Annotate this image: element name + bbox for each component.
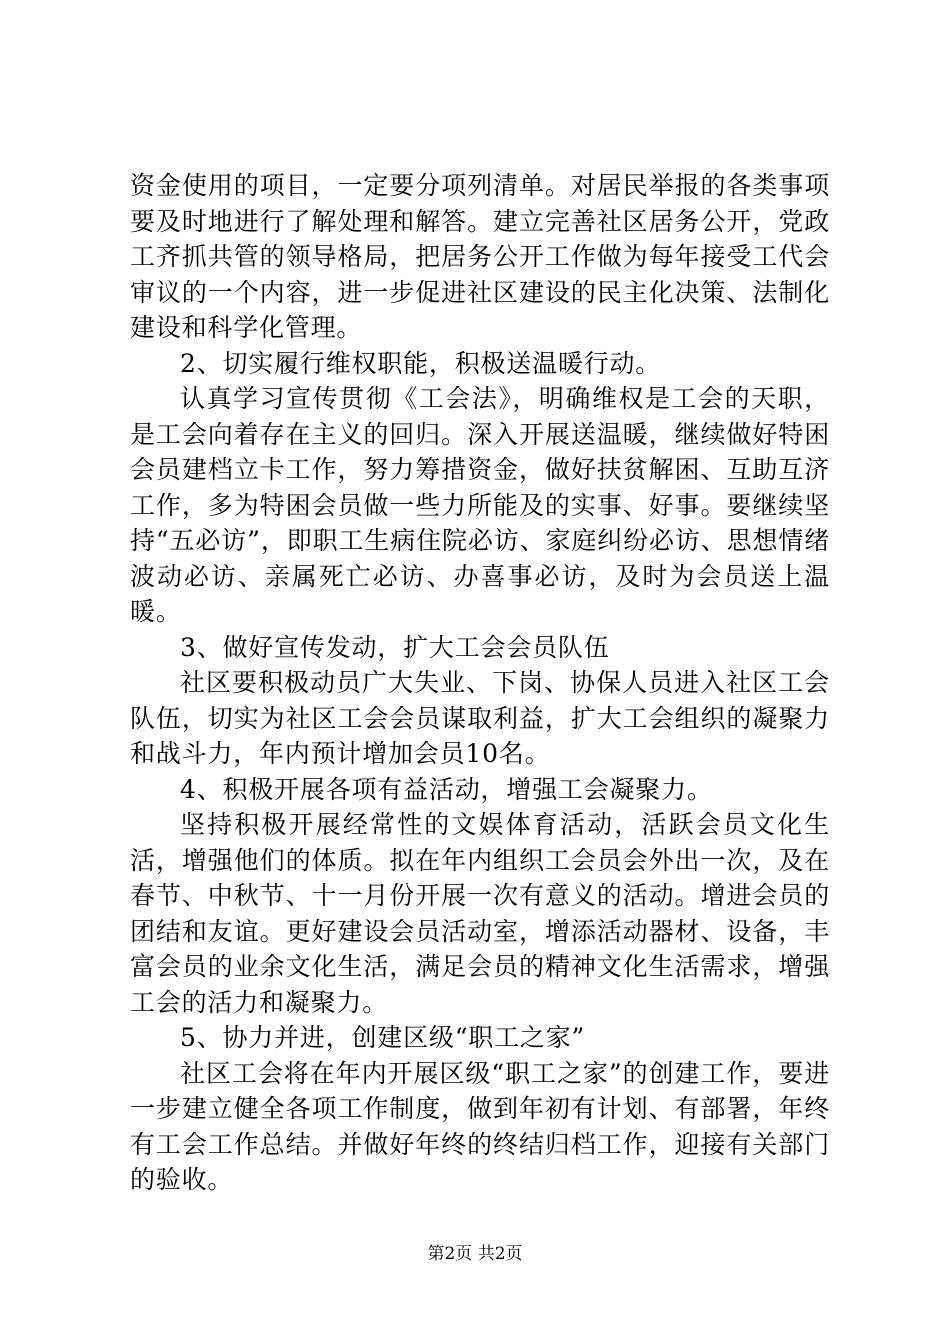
section-heading-2: 2、切实履行维权职能，积极送温暖行动。 [180, 348, 662, 378]
paragraph-3: 认真学习宣传贯彻《工会法》，明确维权是工会的天职，是工会向着存在主义的回归。深入开展送温暖，继续做好特困会员建档立卡工作，努力筹措资金，做好扶贫解困、互助互济工作，多为特困会员做一些力所能及的实事、好事。要继续坚持“五必访”，即职工生病住院必访、家庭纠纷必访、思想情绪波动必访、亲属死亡必访、办喜事必访，及时为会员送上温暖。 [130, 384, 830, 626]
page-number-footer: 第2页 共2页 [427, 1244, 523, 1264]
section-heading-6: 4、积极开展各项有益活动，增强工会凝聚力。 [180, 774, 713, 804]
paragraph-1: 资金使用的项目，一定要分项列清单。对居民举报的各类事项要及时地进行了解处理和解答。建立完善社区居务公开，党政工齐抓共管的领导格局，把居务公开工作做为每年接受工代会审议的一个内容，进一步促进社区建设的民主化决策、法制化建设和科学化管理。 [130, 171, 830, 342]
paragraph-9: 社区工会将在年内开展区级“职工之家”的创建工作，要进一步建立健全各项工作制度，做到年初有计划、有部署，年终有工会工作总结。并做好年终的终结归档工作，迎接有关部门的验收。 [130, 1058, 830, 1194]
section-heading-8: 5、协力并进，创建区级“职工之家” [180, 1023, 586, 1052]
document-body [130, 168, 830, 1198]
paragraph-7: 坚持积极开展经常性的文娱体育活动，活跃会员文化生活，增强他们的体质。拟在年内组织工会员会外出一次，及在春节、中秋节、十一月份开展一次有意义的活动。增进会员的团结和友谊。更好建设会员活动室，增添活动器材、设备，丰富会员的业余文化生活，满足会员的精神文化生活需求，增强工会的活力和凝聚力。 [130, 810, 830, 1017]
section-heading-4: 3、做好宣传发动，扩大工会会员队伍 [180, 632, 610, 662]
paragraph-5: 社区要积极动员广大失业、下岗、协保人员进入社区工会队伍，切实为社区工会会员谋取利益，扩大工会组织的凝聚力和战斗力，年内预计增加会员10名。 [130, 668, 830, 768]
